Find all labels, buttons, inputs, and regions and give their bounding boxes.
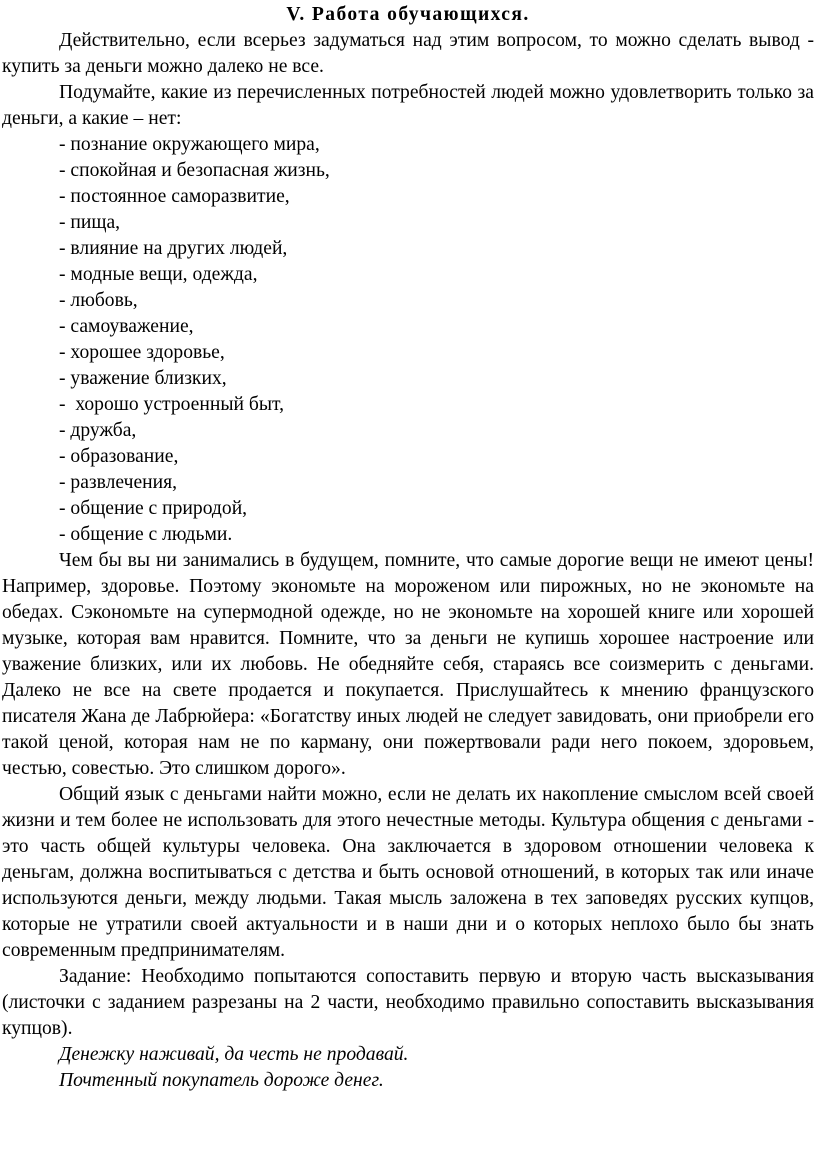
- needs-list-item: - познание окружающего мира,: [59, 134, 320, 155]
- needs-list-item: - хорошо устроенный быт,: [59, 394, 285, 415]
- section-heading: V. Работа обучающихся.: [286, 4, 530, 25]
- task-paragraph: Задание: Необходимо попытаются сопоставить первую и вторую часть высказывания (листочки с заданием разрезаны на 2 части, необходимо правильно сопоставить высказывания купцов).: [2, 966, 814, 1039]
- needs-list-item: - постоянное саморазвитие,: [59, 186, 290, 207]
- needs-list-item: - самоуважение,: [59, 316, 194, 337]
- needs-list-item: - дружба,: [59, 420, 137, 441]
- needs-list-item: - любовь,: [59, 290, 138, 311]
- needs-list-item: - уважение близких,: [59, 368, 227, 389]
- needs-list-item: - спокойная и безопасная жизнь,: [59, 160, 330, 181]
- proverb-2: Почтенный покупатель дороже денег.: [59, 1070, 384, 1091]
- needs-list-item: - модные вещи, одежда,: [59, 264, 258, 285]
- body-paragraph-2: Общий язык с деньгами найти можно, если не делать их накопление смыслом всей своей жизни и тем более не использовать для этого нечестные методы. Культура общения с деньгами - это часть общей культуры человека. Она заключается в здоровом отношении человека к деньгам, должна воспитываться с детства и быть основой отношений, в которых так или иначе используются деньги, между людьми. Такая мысль заложена в тех заповедях русских купцов, которые не утратили своей актуальности и в наши дни и о которых неплохо было бы знать современным предпринимателям.: [2, 784, 814, 961]
- needs-list-item: - развлечения,: [59, 472, 178, 493]
- intro-paragraph-2: Подумайте, какие из перечисленных потребностей людей можно удовлетворить только за деньги, а какие – нет:: [2, 82, 814, 129]
- document-page: [2, 2, 814, 1094]
- needs-list-item: - общение с людьми.: [59, 524, 233, 545]
- body-paragraph-1: Чем бы вы ни занимались в будущем, помните, что самые дорогие вещи не имеют цены! Например, здоровье. Поэтому экономьте на мороженом или пирожных, но не экономьте на обедах. Сэкономьте на супермодной одежде, но не экономьте на хорошей книге или хорошей музыке, которая вам нравится. Помните, что за деньги не купишь хорошее настроение или уважение близких, или их любовь. Не обедняйте себя, стараясь все соизмерить с деньгами. Далеко не все на свете продается и покупается. Прислушайтесь к мнению французского писателя Жана де Лабрюйера: «Богатству иных людей не следует завидовать, они приобрели его такой ценой, которая нам не по карману, они пожертвовали ради него покоем, здоровьем, честью, совестью. Это слишком дорого».: [2, 550, 814, 779]
- needs-list-item: - общение с природой,: [59, 498, 248, 519]
- needs-list-item: - образование,: [59, 446, 179, 467]
- proverb-1: Денежку наживай, да честь не продавай.: [59, 1044, 409, 1065]
- needs-list-item: - хорошее здоровье,: [59, 342, 225, 363]
- needs-list-item: - пища,: [59, 212, 121, 233]
- intro-paragraph-1: Действительно, если всерьез задуматься над этим вопросом, то можно сделать вывод - купить за деньги можно далеко не все.: [2, 30, 814, 77]
- needs-list: [2, 132, 814, 548]
- needs-list-item: - влияние на других людей,: [59, 238, 288, 259]
